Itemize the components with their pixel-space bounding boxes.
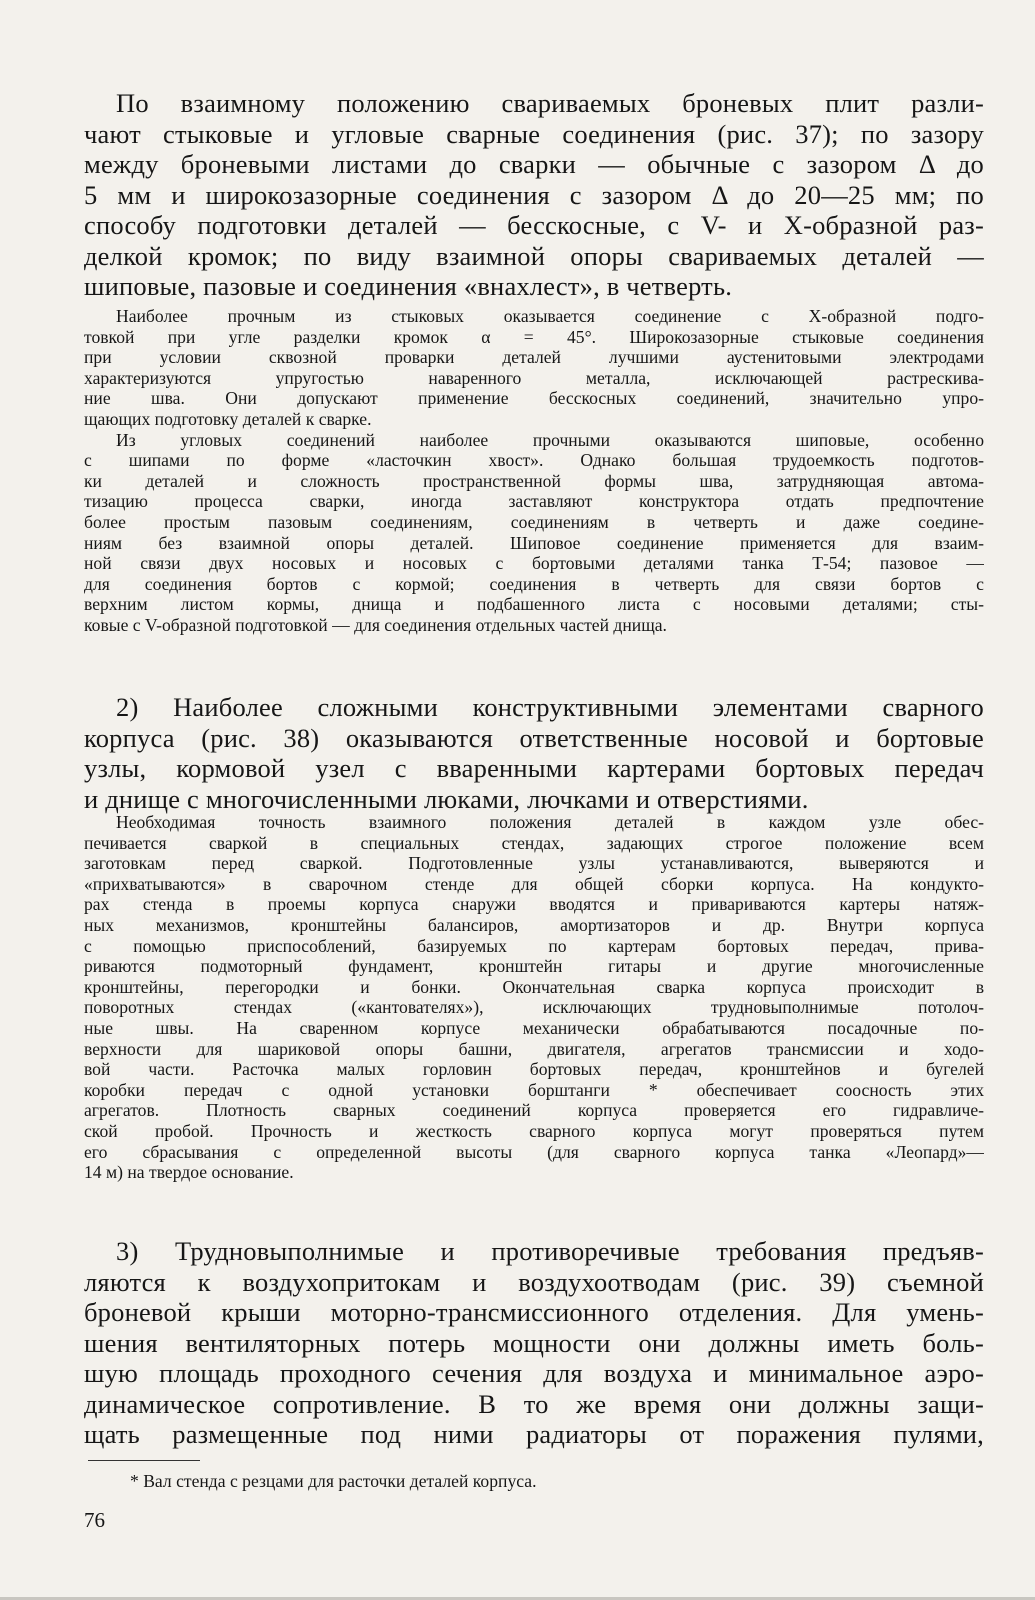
text-line: более простым пазовым соединениям, соединениям в четверть и даже соедине- [84,511,984,532]
text-line: его сбрасывания с определенной высоты (для сварного корпуса танка «Леопард»— [84,1141,984,1162]
text-line: ных механизмов, кронштейны балансиров, амортизаторов и др. Внутри корпуса [84,914,984,935]
text-line: ляются к воздухопритокам и воздухоотводам (рис. 39) съемной [84,1266,984,1297]
text-line: чают стыковые и угловые сварные соединения (рис. 37); по зазору [84,118,984,149]
text-line: ние шва. Они допускают применение бесскосных соединений, значительно упро- [84,388,984,409]
text-line: броневой крыши моторно-трансмиссионного отделения. Для умень- [84,1297,984,1327]
text-line: «прихватываются» в сварочном стенде для общей сборки корпуса. На кондукто- [84,873,984,894]
intro-paragraph [84,88,984,302]
footnote: * Вал стенда с резцами для расточки деталей корпуса. [130,1471,537,1491]
text-line: между броневыми листами до сварки — обычные с зазором Δ до [84,149,984,179]
text-line: щающих подготовку деталей к сварке. [84,408,372,429]
text-line: Из угловых соединений наиболее прочными оказываются шиповые, особенно [116,429,984,450]
text-line: шую площадь проходного сечения для воздуха и минимальное аэро- [84,1358,984,1388]
point-2-paragraph [84,692,984,814]
accuracy-paragraph [84,812,984,1183]
text-line: агрегатов. Плотность сварных соединений корпуса проверяется его гидравличе- [84,1100,984,1121]
text-line: ки деталей и сложность пространственной формы шва, затрудняющая автома- [84,470,984,491]
footnote-divider [88,1460,200,1461]
text-line: кронштейны, перегородки и бонки. Окончательная сварка корпуса происходит в [84,976,984,997]
text-line: и днище с многочисленными люками, лючками и отверстиями. [84,783,809,814]
text-line: верхним листом кормы, днища и подбашенного листа с носовыми деталями; сты- [84,594,984,615]
text-line: шения вентиляторных потерь мощности они должны иметь боль- [84,1327,984,1358]
text-line: корпуса (рис. 38) оказываются ответственные носовой и бортовые [84,722,984,753]
text-line: при условии сквозной проварки деталей лучшими аустенитовыми электродами [84,347,984,368]
text-line: ковые с V-образной подготовкой — для соединения отдельных частей днища. [84,614,667,635]
text-line: Наиболее прочным из стыковых оказывается соединение с X-образной подго- [116,306,984,326]
text-line: печивается сваркой в специальных стендах, задающих строгое положение всем [84,832,984,853]
page-number: 76 [84,1508,105,1532]
text-line: ной связи двух носовых и носовых с бортовыми деталями танка Т-54; пазовое — [84,553,984,574]
text-line: делкой кромок; по виду взаимной опоры свариваемых деталей — [84,240,984,271]
text-line: тизацию процесса сварки, иногда заставляют конструктора отдать предпочтение [84,491,984,512]
text-line: динамическое сопротивление. В то же время они должны защи- [84,1388,984,1419]
text-line: товкой при угле разделки кромок α = 45°. Широкозазорные стыковые соединения [84,326,984,347]
text-line: с помощью приспособлений, базируемых по картерам бортовых передач, прива- [84,935,984,956]
text-line: узлы, кормовой узел с вваренными картерами бортовых передач [84,753,984,783]
text-line: ниям без взаимной опоры деталей. Шиповое соединение применяется для взаим- [84,532,984,553]
text-line: заготовкам перед сваркой. Подготовленные узлы устанавливаются, выверяются и [84,853,984,874]
text-line: 5 мм и широкозазорные соединения с зазором Δ до 20—25 мм; по [84,179,984,210]
point-3-paragraph [84,1236,984,1450]
text-line: для соединения бортов с кормой; соединения в четверть для связи бортов с [84,573,984,594]
text-line: верхности для шариковой опоры башни, двигателя, агрегатов трансмиссии и ходо- [84,1038,984,1059]
text-line: с шипами по форме «ласточкин хвост». Однако большая трудоемкость подготов- [84,450,984,471]
text-line: способу подготовки деталей — бесскосные, с V- и X-образной раз- [84,210,984,240]
text-line: 3) Трудновыполнимые и противоречивые требования предъяв- [116,1236,984,1266]
text-line: ные швы. На сваренном корпусе механически обрабатываются посадочные по- [84,1017,984,1038]
text-line: щать размещенные под ними радиаторы от поражения пулями, [84,1419,984,1449]
text-line: поворотных стендах («кантователях»), исключающих трудновыполнимые потолоч- [84,997,984,1018]
text-line: рах стенда в проемы корпуса снаружи вводятся и привариваются картеры натяж- [84,894,984,915]
text-line: характеризуются упругостью наваренного металла, исключающей растрескива- [84,367,984,388]
text-line: вой части. Расточка малых горловин бортовых передач, кронштейнов и бугелей [84,1059,984,1080]
text-line: коробки передач с одной установки борштанги * обеспечивает соосность этих [84,1079,984,1100]
text-line: риваются подмоторный фундамент, кронштейн гитары и другие многочисленные [84,956,984,977]
text-line: ской пробой. Прочность и жесткость сварного корпуса могут проверяться путем [84,1120,984,1141]
text-line: По взаимному положению свариваемых броневых плит разли- [116,88,984,118]
text-line: Необходимая точность взаимного положения деталей в каждом узле обес- [116,812,984,832]
butt-joints-paragraph [84,306,984,636]
text-line: 14 м) на твердое основание. [84,1162,294,1183]
text-line: 2) Наиболее сложными конструктивными элементами сварного [116,692,984,722]
text-line: шиповые, пазовые и соединения «внахлест», в четверть. [84,271,733,301]
